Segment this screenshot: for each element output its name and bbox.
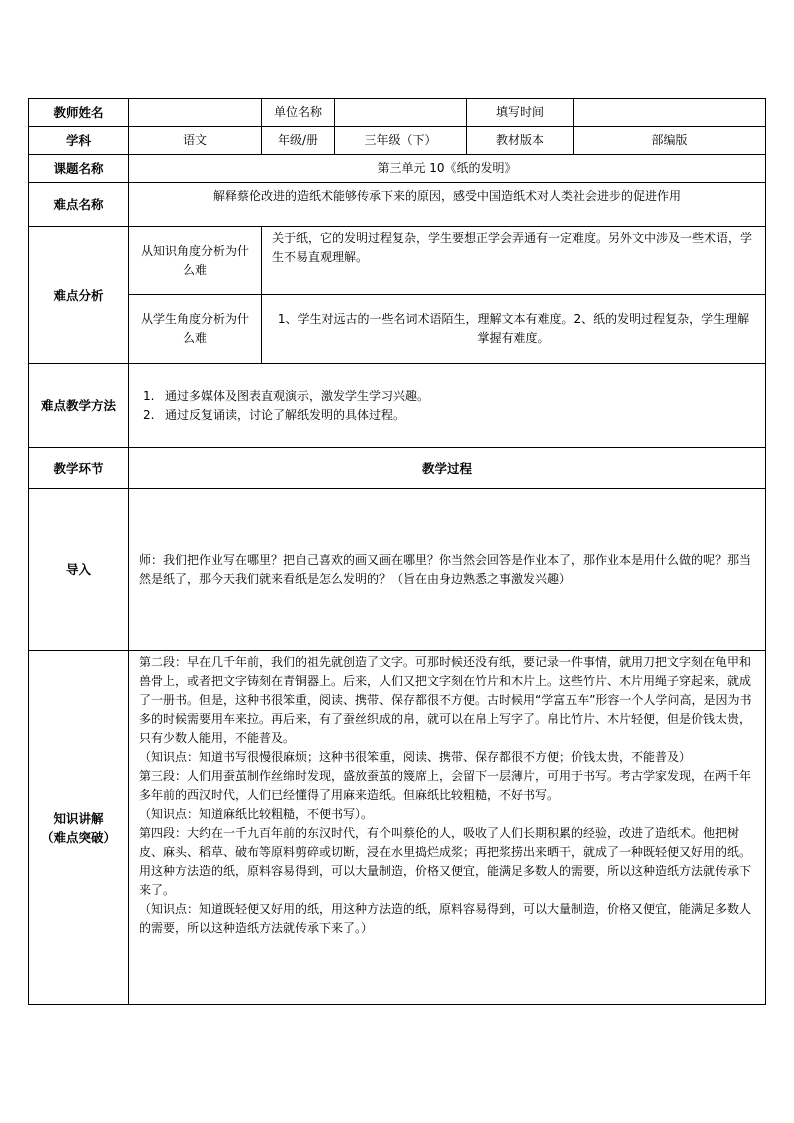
stage-label: 教学环节 [29, 448, 129, 489]
knowledge-paragraph: 第二段：早在几千年前，我们的祖先就创造了文字。可那时候还没有纸，要记录一件事情，就用刀把文字刻在龟甲和兽骨上，或者把文字铸刻在青铜器上。后来，人们又把文字刻在竹片和木片上。这些竹片、木片用绳子穿起来，就成了一册书。但是，这种书很笨重，阅读、携带、保存都很不方便。古时候用“学富五车”形容一个人学问高，是因为书多的时候需要用车来拉。再后来，有了蚕丝织成的帛，就可以在帛上写字了。帛比竹片、木片轻便，但是价钱太贵，只有少数人能用，不能普及。 [139, 655, 752, 745]
knowledge-paragraph: 第三段：人们用蚕茧制作丝绵时发现，盛放蚕茧的篾席上，会留下一层薄片，可用于书写。考古学家发现，在两千年多年前的西汉时代，人们已经懂得了用麻来造纸。但麻纸比较粗糙，不好书写。 [139, 769, 752, 802]
method-item-number: 2. [143, 407, 155, 422]
difficulty-label: 难点名称 [29, 183, 129, 227]
method-item [139, 387, 757, 406]
teacher-value [129, 99, 262, 127]
lesson-row [29, 155, 766, 183]
student-angle-label: 从学生角度分析为什么难 [129, 295, 262, 364]
header-row-2 [29, 127, 766, 155]
grade-label: 年级/册 [262, 127, 335, 155]
intro-label: 导入 [29, 489, 129, 651]
analysis-knowledge-row [29, 227, 766, 295]
teacher-label: 教师姓名 [29, 99, 129, 127]
method-item-number: 1. [143, 388, 155, 403]
lesson-label: 课题名称 [29, 155, 129, 183]
difficulty-row [29, 183, 766, 227]
unit-value [335, 99, 467, 127]
knowledge-point: （知识点：知道既轻便又好用的纸，用这种方法造的纸，原料容易得到，可以大量制造，价格又便宜，能满足多数人的需要，所以这种造纸方法就传承下来了。） [139, 902, 752, 935]
grade-value: 三年级（下） [335, 127, 467, 155]
edition-value: 部编版 [574, 127, 766, 155]
intro-row [29, 489, 766, 651]
edition-label: 教材版本 [467, 127, 574, 155]
difficulty-text: 解释蔡伦改进的造纸术能够传承下来的原因，感受中国造纸术对人类社会进步的促进作用 [129, 183, 766, 227]
knowledge-label: 知识讲解 [53, 810, 104, 826]
knowledge-angle-text: 关于纸，它的发明过程复杂，学生要想正学会弄通有一定难度。另外文中涉及一些术语，学生不易直观理解。 [262, 227, 766, 295]
method-row [29, 364, 766, 448]
method-item-text: 通过多媒体及图表直观演示，激发学生学习兴趣。 [165, 388, 430, 403]
method-item-text: 通过反复诵读，讨论了解纸发明的具体过程。 [165, 407, 406, 422]
knowledge-point: （知识点：知道书写很慢很麻烦；这种书很笨重，阅读、携带、保存都很不方便；价钱太贵，不能普及） [139, 750, 692, 764]
process-header-row [29, 448, 766, 489]
knowledge-sublabel: （难点突破） [40, 829, 116, 845]
analysis-student-row [29, 295, 766, 364]
analysis-label: 难点分析 [29, 227, 129, 364]
method-label: 难点教学方法 [29, 364, 129, 448]
knowledge-body [129, 651, 766, 1005]
knowledge-point: （知识点：知道麻纸比较粗糙，不便书写）。 [139, 807, 374, 821]
method-item [139, 406, 757, 425]
student-angle-text: 1、学生对远古的一些名词术语陌生，理解文本有难度。2、纸的发明过程复杂，学生理解掌握有难度。 [262, 295, 766, 364]
date-value [574, 99, 766, 127]
knowledge-angle-label: 从知识角度分析为什么难 [129, 227, 262, 295]
knowledge-paragraph: 第四段：大约在一千九百年前的东汉时代，有个叫蔡伦的人，吸收了人们长期积累的经验，改进了造纸术。他把树皮、麻头、稻草、破布等原料剪碎或切断，浸在水里捣烂成浆；再把浆捞出来晒干，就成了一种既轻便又好用的纸。用这种方法造的纸，原料容易得到，可以大量制造，价格又便宜，能满足多数人的需要，所以这种造纸方法就传承下来了。 [139, 826, 752, 897]
subject-label: 学科 [29, 127, 129, 155]
subject-value: 语文 [129, 127, 262, 155]
lesson-plan-table [28, 98, 766, 1005]
knowledge-row [29, 651, 766, 1005]
lesson-title: 第三单元 10《纸的发明》 [129, 155, 766, 183]
process-label: 教学过程 [129, 448, 766, 489]
method-list [129, 364, 766, 448]
knowledge-label-cell [29, 651, 129, 1005]
intro-text: 师：我们把作业写在哪里？把自己喜欢的画又画在哪里？你当然会回答是作业本了，那作业本是用什么做的呢？那当然是纸了，那今天我们就来看纸是怎么发明的？（旨在由身边熟悉之事激发兴趣） [129, 489, 766, 651]
unit-label: 单位名称 [262, 99, 335, 127]
header-row-1 [29, 99, 766, 127]
date-label: 填写时间 [467, 99, 574, 127]
